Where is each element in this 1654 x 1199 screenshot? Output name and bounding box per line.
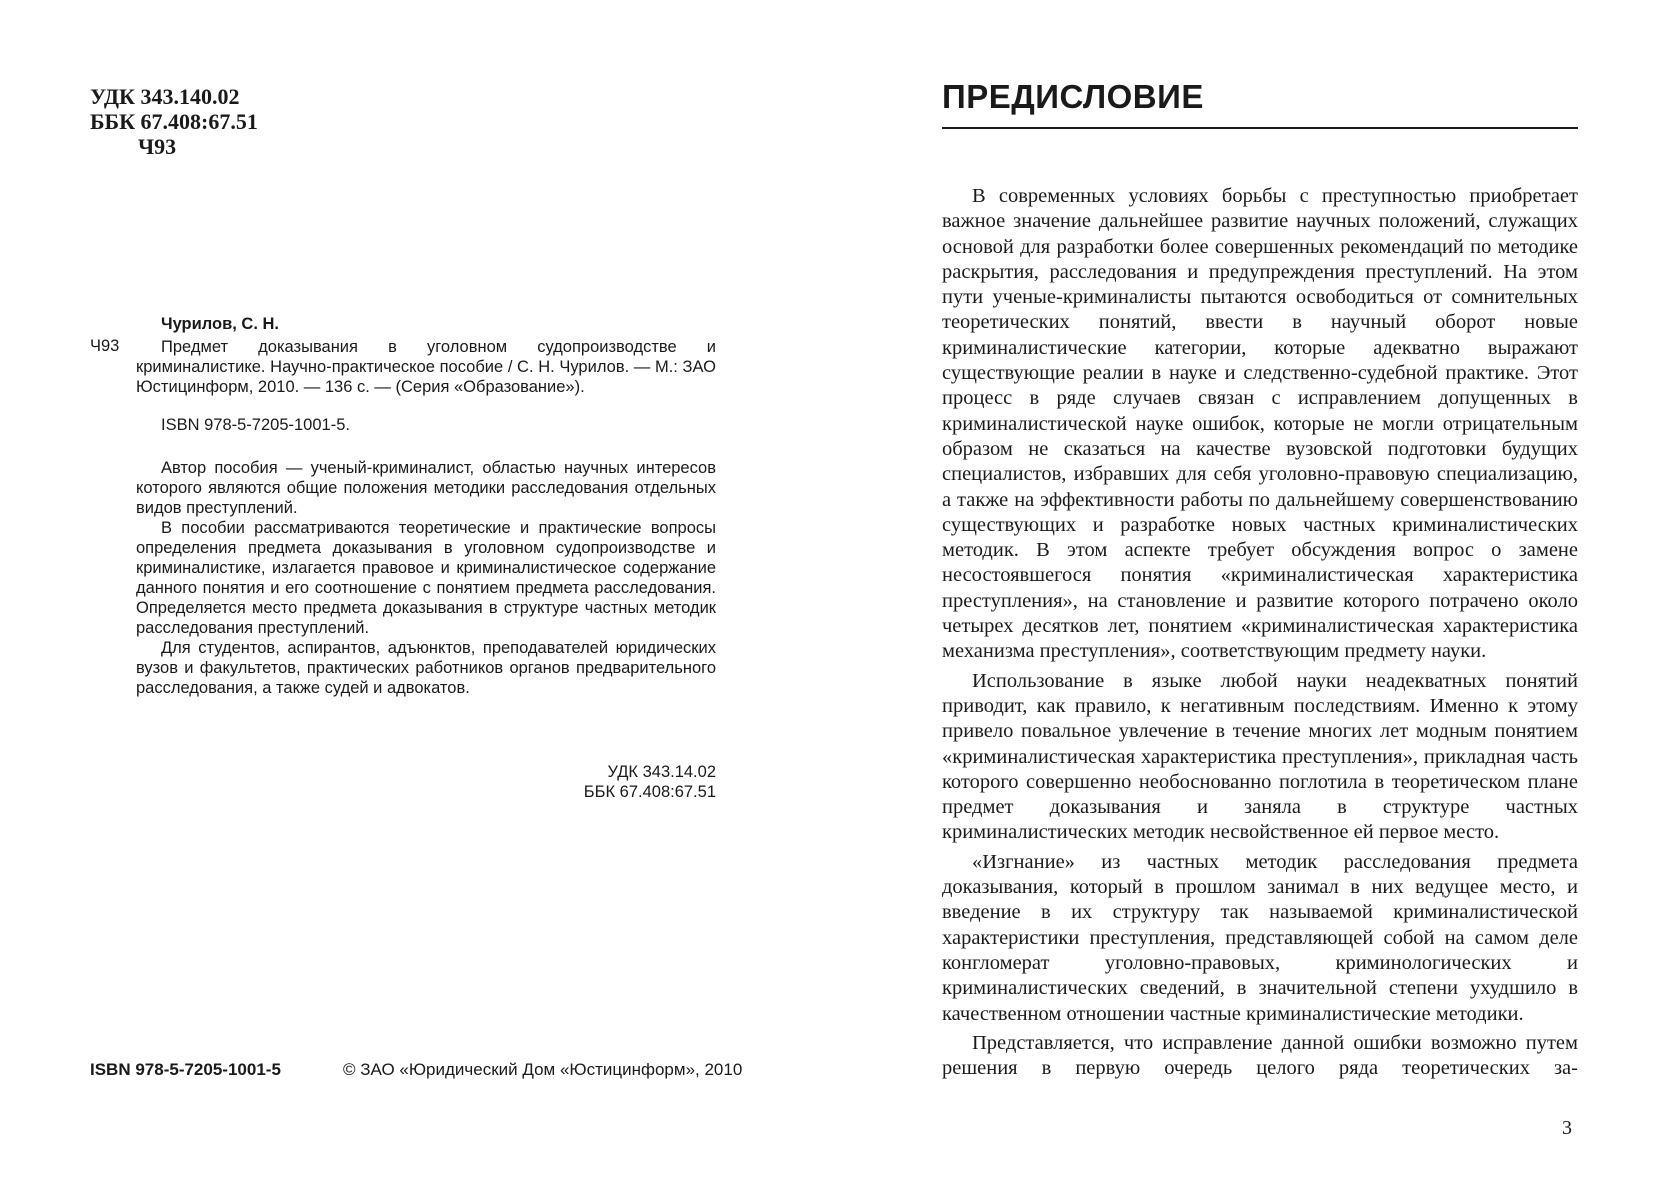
catalog-card-annotation [136,458,716,698]
catalog-card-codes [500,762,716,802]
catalog-card-code: Ч93 [90,337,120,355]
preface-paragraph: В современных условиях борьбы с преступностью приобретает важное значение дальнейшее развитие научных положений, служащих основой для разработки более совершенных рекомендаций по методике раскрытия, расследования и предупреждения преступлений. На этом пути ученые-криминалисты пытаются освободиться от сомнительных теоретических понятий, ввести в научный оборот новые криминалистические категории, которые адекватно выражают существующие реалии в науке и следственно-судебной практике. Этот процесс в ряде случаев связан с исправлением допущенных в криминалистической науке ошибок, которые не могли отрицательным образом не сказаться на качестве вузовской подготовки будущих специалистов, избравших для себя уголовно-правовую специализацию, а также на эффективности работы по дальнейшему совершенствованию существующих и разработке новых частных криминалистических методик. В этом аспекте требует обсуждения вопрос о замене несостоявшегося понятия «криминалистическая характеристика преступления», на становление и развитие которого потрачено около четырех десятков лет, понятием «криминалистическая характеристика механизма преступления», соответствующим предмету науки. [942,185,1578,663]
card-bbk-code: ББК 67.408:67.51 [583,783,716,801]
title-divider [942,127,1578,129]
catalog-card-title: Предмет доказывания в уголовном судопроизводстве и криминалистике. Научно-практическое пособие / С. Н. Чурилов. — М.: ЗАО Юстицинформ, 2010. — 136 с. — (Серия «Образование»). [136,338,716,396]
annotation-paragraph: Автор пособия — ученый-криминалист, областью научных интересов которого являются общие положения методики расследования отдельных видов преступлений. [136,459,716,517]
preface-paragraph: Использование в языке любой науки неадекватных понятий приводит, как правило, к негативным последствиям. Именно к этому привело повальное увлечение в течение многих лет модным понятием «криминалистическая характеристика преступления», прикладная часть которого совершенно необоснованно поглотила в теоретическом плане предмет доказывания и заняла в структуре частных криминалистических методик несвойственное ей первое место. [942,669,1578,844]
annotation-paragraph: В пособии рассматриваются теоретические и практические вопросы определения предмета доказывания в уголовном судопроизводстве и криминалистике, излагается правовое и криминалистическое содержание данного понятия и его соотношение с понятием предмета расследования. Определяется место предмета доказывания в структуре частных методик расследования преступлений. [136,519,716,637]
page-title: ПРЕДИСЛОВИЕ [942,78,1204,115]
classification-block [90,84,258,159]
bbk-code: ББК 67.408:67.51 [90,109,258,134]
udk-code: УДК 343.140.02 [90,84,240,109]
preface-paragraph: «Изгнание» из частных методик расследования предмета доказывания, который в прошлом занимал в них ведущее место, и введение в их структуру так называемой криминалистической характеристики преступления, представляющей собой на самом деле конгломерат уголовно-правовых, криминологических и криминалистических сведений, в значительной степени ухудшило в качественном отношении частные криминалистические методики. [942,850,1578,1025]
author-mark: Ч93 [138,134,177,159]
page-number: 3 [1562,1117,1572,1139]
catalog-card-author: Чурилов, С. Н. [161,315,280,333]
preface-body [942,184,1578,1085]
catalog-card-title-block [136,337,716,397]
annotation-paragraph: Для студентов, аспирантов, адъюнктов, преподавателей юридических вузов и факультетов, практических работников органов предварительного расследования, а также судей и адвокатов. [136,639,716,697]
footer-isbn: ISBN 978-5-7205-1001-5 [90,1060,281,1079]
footer-copyright: © ЗАО «Юридический Дом «Юстицинформ», 2010 [343,1060,743,1079]
catalog-card-isbn: ISBN 978-5-7205-1001-5. [161,416,350,434]
preface-paragraph: Представляется, что исправление данной ошибки возможно путем решения в первую очередь целого ряда теоретических за- [942,1031,1578,1080]
card-udk-code: УДК 343.14.02 [607,763,716,781]
